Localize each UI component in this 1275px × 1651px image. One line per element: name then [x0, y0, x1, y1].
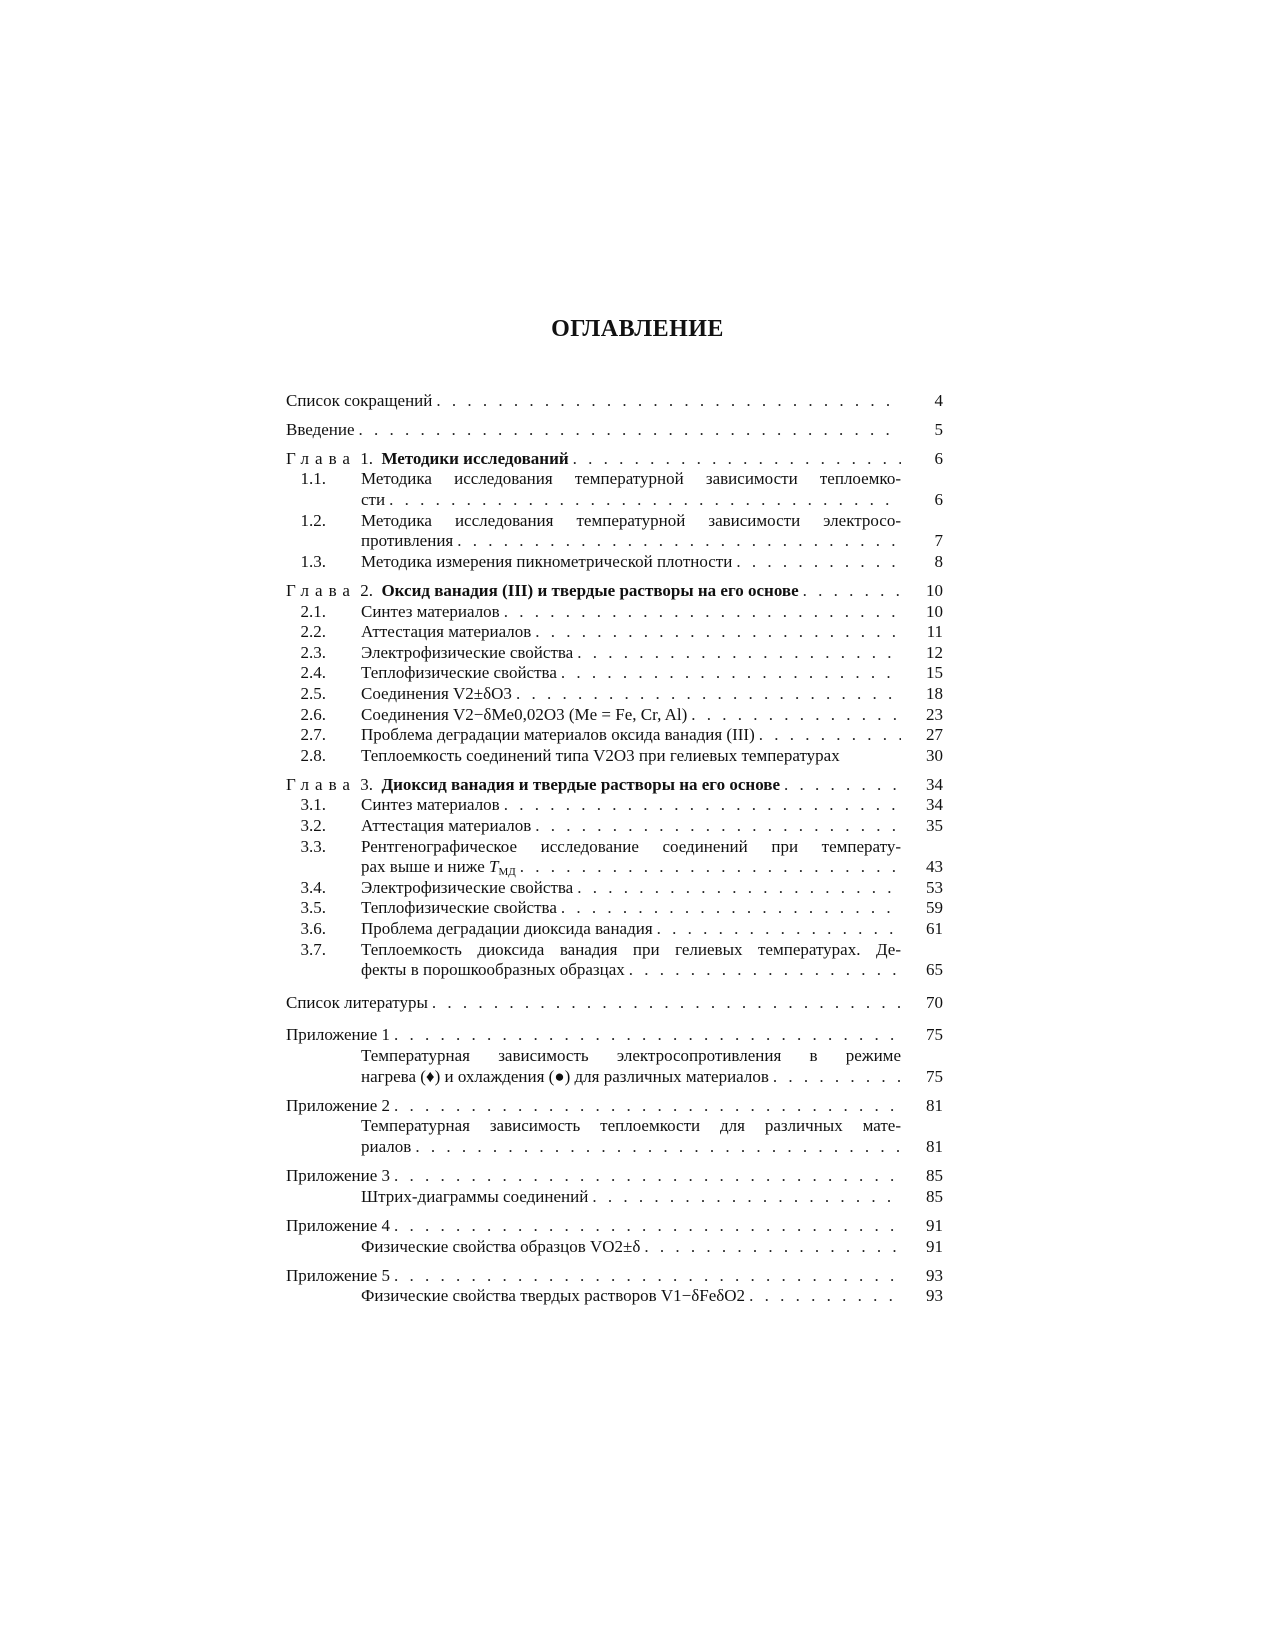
- toc-section-2-8[interactable]: [286, 746, 943, 767]
- chapter-number: 1.: [360, 448, 373, 468]
- chapter-title: Диоксид ванадия и твердые растворы на его основе: [381, 774, 780, 794]
- leader-dots: [389, 490, 901, 511]
- symbol-subscript: МД: [498, 866, 516, 879]
- section-number: 2.1.: [300, 601, 326, 621]
- section-title: Проблема деградации диоксида ванадия: [361, 919, 657, 940]
- toc-section-2-1[interactable]: [286, 602, 943, 623]
- leader-dots: [504, 795, 901, 816]
- leader-dots: [394, 1266, 901, 1287]
- section-title-line1: Теплоемкость диоксида ванадия при гелиевых температурах. Де-: [361, 939, 901, 959]
- section-number: 1.1.: [300, 469, 326, 489]
- toc-section-1-2-cont: [286, 531, 943, 552]
- section-number: 2.8.: [300, 745, 326, 765]
- chapter-number: 3.: [360, 774, 373, 794]
- leader-dots: [561, 663, 901, 684]
- leader-dots: [394, 1166, 901, 1187]
- leader-dots: [394, 1025, 901, 1046]
- page-number: 35: [926, 816, 943, 836]
- toc-appendix-1-sub-cont: [286, 1067, 943, 1088]
- toc-section-3-1[interactable]: [286, 795, 943, 816]
- leader-dots: [577, 643, 901, 664]
- toc-section-2-2[interactable]: [286, 622, 943, 643]
- leader-dots: [577, 878, 901, 899]
- leader-dots: [644, 1237, 901, 1258]
- page-number: 91: [926, 1236, 943, 1256]
- formula: VO2±δ: [589, 1236, 641, 1256]
- page-number: 15: [926, 663, 943, 683]
- section-number: 2.4.: [300, 663, 326, 683]
- leader-dots: [759, 725, 901, 746]
- page-number: 75: [926, 1025, 943, 1045]
- toc-appendix-3-sub[interactable]: [286, 1187, 943, 1208]
- leader-dots: [592, 1187, 901, 1208]
- section-title-line2: противления: [361, 531, 457, 552]
- page-number: 10: [926, 580, 943, 600]
- toc-section-3-5[interactable]: [286, 898, 943, 919]
- formula: V1−δFeδO2: [660, 1286, 746, 1306]
- page-number: 75: [926, 1066, 943, 1086]
- toc-section-3-3-cont: [286, 857, 943, 878]
- entry-title: Приложение 4: [286, 1216, 394, 1237]
- section-title-line1: Методика исследования температурной зависимости электросо-: [361, 510, 901, 530]
- entry-title: Приложение 5: [286, 1266, 394, 1287]
- page-number: 27: [926, 725, 943, 745]
- appendix-subtitle-line1: Температурная зависимость электросопротивления в режиме: [361, 1046, 901, 1065]
- section-number: 1.3.: [300, 551, 326, 571]
- section-title-line1: Рентгенографическое исследование соединений при температу-: [361, 836, 901, 856]
- entry-title: Введение: [286, 420, 359, 441]
- entry-title: Приложение 2: [286, 1096, 394, 1117]
- page-number: 34: [926, 795, 943, 815]
- leader-dots: [457, 531, 901, 552]
- section-title-line2: рах выше и ниже: [361, 857, 485, 877]
- toc-section-3-7-cont: [286, 960, 943, 981]
- section-title-line1: Методика исследования температурной зависимости теплоемко-: [361, 469, 901, 489]
- toc-section-3-3[interactable]: [286, 837, 943, 858]
- entry-title: Список сокращений: [286, 391, 436, 412]
- toc-appendix-4[interactable]: [286, 1216, 943, 1237]
- leader-dots: [573, 449, 901, 470]
- section-number: 3.7.: [300, 939, 326, 959]
- appendix-subtitle: Физические свойства твердых растворов: [361, 1286, 657, 1306]
- section-number: 3.3.: [300, 836, 326, 856]
- page-number: 81: [926, 1095, 943, 1115]
- page-number: 11: [926, 622, 943, 642]
- page-number: 61: [926, 919, 943, 939]
- toc-entry-abbreviations[interactable]: [286, 391, 943, 412]
- leader-dots: [432, 993, 901, 1014]
- section-number: 2.3.: [300, 642, 326, 662]
- page-number: 7: [934, 531, 943, 551]
- leader-dots: [504, 602, 901, 623]
- toc-section-1-3[interactable]: [286, 552, 943, 573]
- section-title: Электрофизические свойства: [361, 878, 577, 899]
- appendix-subtitle-line2: риалов: [361, 1137, 415, 1158]
- section-title: Методика измерения пикнометрической плотности: [361, 552, 736, 573]
- toc-section-1-1[interactable]: [286, 469, 943, 490]
- page-number: 93: [926, 1265, 943, 1285]
- leader-dots: [394, 1096, 901, 1117]
- page-number: 8: [934, 551, 943, 571]
- toc-section-3-4[interactable]: [286, 878, 943, 899]
- toc-appendix-1-sub[interactable]: [286, 1046, 943, 1067]
- formula: V2−δMe0,02O3 (Me = Fe, Cr, Al): [453, 704, 688, 724]
- leader-dots: [803, 581, 901, 602]
- toc-section-2-3[interactable]: [286, 643, 943, 664]
- table-of-contents: [286, 391, 943, 1307]
- toc-chapter-2[interactable]: [286, 581, 943, 602]
- leader-dots: [535, 622, 901, 643]
- section-title: Теплофизические свойства: [361, 898, 561, 919]
- toc-section-2-4[interactable]: [286, 663, 943, 684]
- section-number: 1.2.: [300, 510, 326, 530]
- chapter-word: Глава: [286, 448, 356, 468]
- page-number: 70: [926, 992, 943, 1012]
- section-title: Теплоемкость соединений типа V2O3 при гелиевых температурах: [361, 745, 840, 765]
- section-title: Соединения: [361, 683, 449, 703]
- section-number: 3.1.: [300, 795, 326, 815]
- page-number: 12: [926, 642, 943, 662]
- leader-dots: [415, 1137, 901, 1158]
- chapter-title: Методики исследований: [381, 448, 569, 468]
- appendix-subtitle-line2: нагрева (♦) и охлаждения (●) для различных материалов: [361, 1067, 773, 1088]
- section-title: Проблема деградации материалов оксида ванадия (III): [361, 725, 759, 746]
- page-number: 81: [926, 1136, 943, 1156]
- leader-dots: [436, 391, 901, 412]
- leader-dots: [749, 1286, 901, 1307]
- section-title: Соединения: [361, 704, 449, 724]
- toc-appendix-5[interactable]: [286, 1266, 943, 1287]
- chapter-title: Оксид ванадия (III) и твердые растворы на его основе: [381, 580, 799, 600]
- section-number: 2.2.: [300, 622, 326, 642]
- section-number: 2.5.: [300, 683, 326, 703]
- page-number: 43: [926, 857, 943, 877]
- toc-chapter-3[interactable]: [286, 775, 943, 796]
- page-number: 91: [926, 1215, 943, 1235]
- leader-dots: [394, 1216, 901, 1237]
- leader-dots: [535, 816, 901, 837]
- leader-dots: [773, 1067, 901, 1088]
- section-title: Синтез материалов: [361, 602, 504, 623]
- leader-dots: [629, 960, 901, 981]
- entry-title: Список литературы: [286, 993, 432, 1014]
- symbol: T: [489, 857, 499, 877]
- toc-appendix-5-sub[interactable]: [286, 1286, 943, 1307]
- toc-section-1-1-cont: [286, 490, 943, 511]
- entry-title: Приложение 1: [286, 1025, 394, 1046]
- section-number: 3.4.: [300, 877, 326, 897]
- leader-dots: [516, 684, 901, 705]
- chapter-word: Глава: [286, 774, 356, 794]
- section-title-line2: сти: [361, 490, 389, 511]
- toc-section-3-7[interactable]: [286, 940, 943, 961]
- appendix-subtitle: Физические свойства образцов: [361, 1236, 586, 1256]
- chapter-number: 2.: [360, 580, 373, 600]
- formula: V2±δO3: [453, 683, 512, 703]
- section-title: Электрофизические свойства: [361, 643, 577, 664]
- toc-entry-introduction[interactable]: [286, 420, 943, 441]
- page-number: 18: [926, 683, 943, 703]
- page-number: 59: [926, 898, 943, 918]
- section-title-line2: фекты в порошкообразных образцах: [361, 960, 629, 981]
- leader-dots: [691, 705, 901, 726]
- toc-section-2-7[interactable]: [286, 725, 943, 746]
- section-title: Теплофизические свойства: [361, 663, 561, 684]
- toc-chapter-1[interactable]: [286, 449, 943, 470]
- section-number: 3.6.: [300, 919, 326, 939]
- toc-section-2-6[interactable]: [286, 705, 943, 726]
- page-number: 53: [926, 877, 943, 897]
- leader-dots: [736, 552, 901, 573]
- toc-section-3-6[interactable]: [286, 919, 943, 940]
- appendix-subtitle: Штрих-диаграммы соединений: [361, 1187, 592, 1208]
- section-title: Аттестация материалов: [361, 622, 535, 643]
- toc-appendix-4-sub[interactable]: [286, 1237, 943, 1258]
- section-number: 2.6.: [300, 704, 326, 724]
- section-title: Аттестация материалов: [361, 816, 535, 837]
- leader-dots: [561, 898, 901, 919]
- page-number: 85: [926, 1166, 943, 1186]
- toc-entry-references[interactable]: [286, 993, 943, 1014]
- page-number: 6: [934, 448, 943, 468]
- appendix-subtitle-line1: Температурная зависимость теплоемкости для различных мате-: [361, 1116, 901, 1136]
- leader-dots: [520, 857, 901, 878]
- toc-appendix-2[interactable]: [286, 1096, 943, 1117]
- page-number: 10: [926, 601, 943, 621]
- section-title: Синтез материалов: [361, 795, 504, 816]
- page-number: 30: [926, 745, 943, 765]
- toc-section-1-2[interactable]: [286, 511, 943, 532]
- toc-section-2-5[interactable]: [286, 684, 943, 705]
- toc-section-3-2[interactable]: [286, 816, 943, 837]
- section-number: 3.5.: [300, 898, 326, 918]
- toc-appendix-2-sub-cont: [286, 1137, 943, 1158]
- leader-dots: [359, 420, 901, 441]
- toc-appendix-3[interactable]: [286, 1166, 943, 1187]
- section-number: 2.7.: [300, 725, 326, 745]
- leader-dots: [657, 919, 901, 940]
- page-number: 65: [926, 960, 943, 980]
- chapter-word: Глава: [286, 580, 356, 600]
- page-number: 85: [926, 1186, 943, 1206]
- page-number: 23: [926, 704, 943, 724]
- section-number: 3.2.: [300, 816, 326, 836]
- toc-appendix-1[interactable]: [286, 1025, 943, 1046]
- page-number: 93: [926, 1286, 943, 1306]
- toc-appendix-2-sub[interactable]: [286, 1116, 943, 1137]
- leader-dots: [784, 775, 901, 796]
- page-number: 4: [934, 391, 943, 410]
- entry-title: Приложение 3: [286, 1166, 394, 1187]
- page-title: ОГЛАВЛЕНИЕ: [551, 316, 724, 342]
- page-number: 5: [934, 419, 943, 439]
- page-number: 34: [926, 774, 943, 794]
- page-number: 6: [934, 489, 943, 509]
